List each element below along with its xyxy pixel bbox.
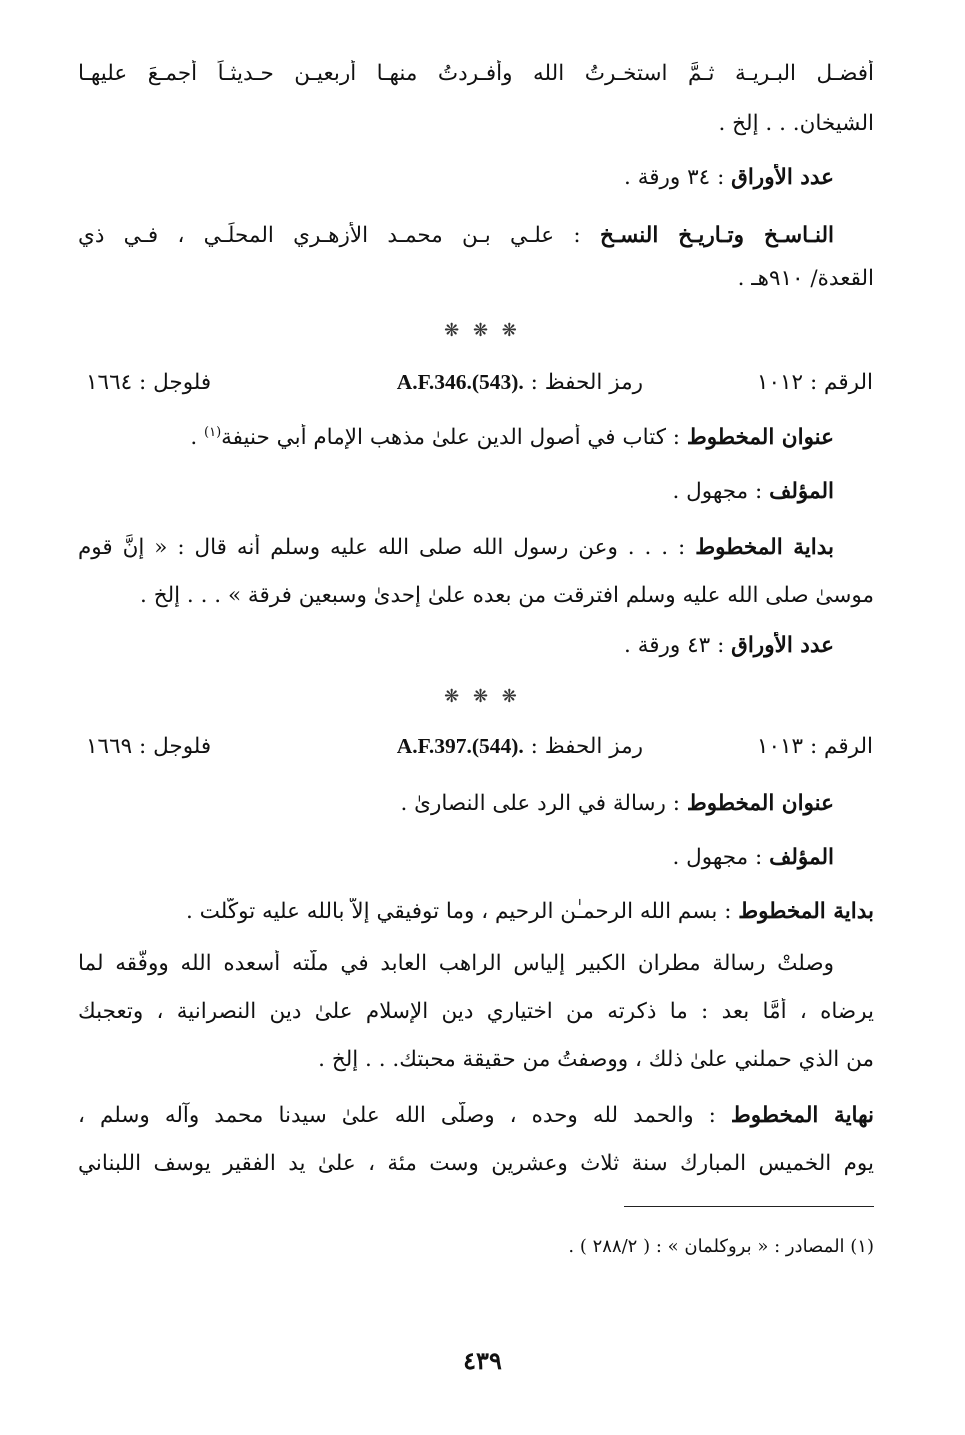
field-value: . [190, 425, 205, 450]
footnote: (١) المصادر : « بروكلمان » : ( ٢٨٨/٢ ) . [568, 1236, 874, 1257]
title-field [78, 424, 874, 452]
shelf-code [397, 734, 643, 759]
section-separator: ❋ ❋ ❋ [444, 686, 521, 707]
field-value: : علـي بـن محمـد الأزهـري المحلِّـي ، فـي ذي [78, 223, 581, 248]
field-label: المؤلف [769, 479, 834, 504]
field-label: بداية المخطوط [738, 899, 874, 924]
field-label: بداية المخطوط [695, 535, 834, 560]
field-label: عدد الأوراق [731, 633, 834, 658]
field-label: النـاسـخ وتـاريـخ النسـخ [599, 223, 834, 248]
field-value: : بسم الله الرحمـٰن الرحيم ، وما توفيقي إلاَّ بالله عليه توكَّلت . [185, 899, 732, 924]
explicit-field [78, 1102, 874, 1130]
field-label: عنوان المخطوط [686, 791, 834, 816]
field-label: المؤلف [769, 845, 834, 870]
field-label: عنوان المخطوط [686, 425, 834, 450]
footnote-marker: (١) [204, 424, 222, 440]
text-line: وصلتْ رسالة مطران الكبير إلياس الراهب العابد في ملَّته أسعده الله ووفَّقه لما [78, 951, 834, 976]
text-line: يرضاه ، أمَّا بعد : ما ذكرته من اختياري دين الإسلام علىٰ دين النصرانية ، وتعجبك [78, 999, 874, 1024]
field-value: : ٣٤ ورقة . [624, 165, 725, 190]
text-line: من الذي حملني علىٰ ذلك ، ووصفتُ من حقيقة محبتك. . . إلخ . [318, 1047, 874, 1072]
field-value: : والحمد لله وحده ، وصلَّى الله علىٰ سيدنا محمد وآله وسلم ، [78, 1103, 716, 1128]
field-label: نهاية المخطوط [730, 1103, 874, 1128]
title-field [78, 790, 874, 818]
field-value: : كتاب في أصول الدين علىٰ مذهب الإمام أبي حنيفة [221, 425, 681, 450]
field-value: : ٤٣ ورقة . [624, 633, 725, 658]
leaves-count [78, 632, 874, 660]
text-line: الشيخان. . . إلخ . [718, 111, 874, 136]
field-value: : . . . وعن رسول الله صلى الله عليه وسلم أنه قال : « إنَّ قوم [78, 535, 686, 560]
text-line: القعدة/ ٩١٠هـ . [737, 266, 874, 291]
incipit-field [78, 898, 874, 926]
incipit-field [78, 534, 874, 562]
flugel-number: فلوجل : ١٦٦٩ [86, 734, 212, 759]
field-label: رمز الحفظ : [523, 370, 643, 395]
entry-number: الرقم : ١٠١٣ [756, 734, 873, 759]
footnote-divider [624, 1206, 874, 1207]
page-number: ٤٣٩ [463, 1346, 502, 1375]
field-label: عدد الأوراق [731, 165, 834, 190]
author-field [78, 478, 874, 506]
field-value: : مجهول . [672, 479, 763, 504]
copyist-field [78, 222, 874, 250]
field-value: A.F.346.(543). [396, 370, 524, 394]
flugel-number: فلوجل : ١٦٦٤ [86, 370, 212, 395]
author-field [78, 844, 874, 872]
field-value: : مجهول . [672, 845, 763, 870]
field-value: : رسالة في الرد على النصارىٰ . [400, 791, 681, 816]
text-line: يوم الخميس المبارك سنة ثلاث وعشرين وست مئة ، علىٰ يد الفقير يوسف اللبناني [78, 1151, 874, 1176]
section-separator: ❋ ❋ ❋ [444, 320, 521, 341]
text-line: موسىٰ صلى الله عليه وسلم افترقت من بعده علىٰ إحدىٰ وسبعين فرقة » . . . إلخ . [140, 583, 874, 608]
shelf-code [397, 370, 643, 395]
field-value: A.F.397.(544). [396, 734, 524, 758]
field-label: رمز الحفظ : [523, 734, 643, 759]
text-line: أفضـل البـريـة ثـمَّ استخـرتُ الله وأفـردتُ منهـا أربعيـن حـديثـاً أجمـعَ عليهـا [78, 61, 874, 86]
leaves-count [78, 164, 874, 192]
entry-number: الرقم : ١٠١٢ [756, 370, 873, 395]
